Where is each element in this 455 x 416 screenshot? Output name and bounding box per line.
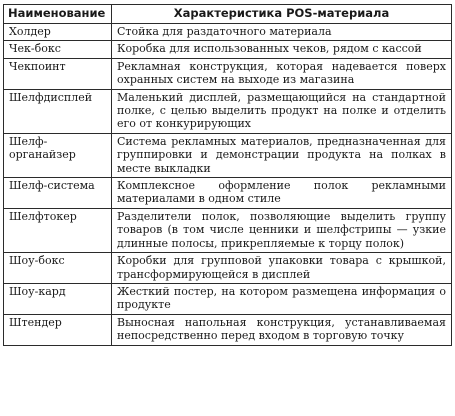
row-name: Холдер: [4, 24, 112, 41]
table-row: [4, 283, 452, 314]
row-name: Шоу-бокс: [4, 253, 112, 284]
table-row: [4, 208, 452, 252]
row-name: Чек-бокс: [4, 41, 112, 58]
table-row: [4, 253, 452, 284]
row-description: Разделители полок, позволяющие выделить группу товаров (в том числе ценники и шелфстрипы — узкие длинные полосы, прикрепляемые к торцу полок): [112, 208, 452, 252]
row-name: Шелфдисплей: [4, 89, 112, 133]
column-header-name: Наименование: [4, 5, 112, 24]
table-row: [4, 133, 452, 177]
row-description: Комплексное оформление полок рекламными материалами в одном стиле: [112, 178, 452, 209]
table-row: [4, 314, 452, 345]
table-row: [4, 89, 452, 133]
table-row: [4, 58, 452, 89]
row-description: Стойка для раздаточного материала: [112, 24, 452, 41]
row-description: Маленький дисплей, размещающийся на стандартной полке, с целью выделить продукт на полке и отделить его от конкурирующих: [112, 89, 452, 133]
row-description: Система рекламных материалов, предназначенная для группировки и демонстрации продукта на полках в месте выкладки: [112, 133, 452, 177]
row-name: Шелфтокер: [4, 208, 112, 252]
row-description: Жесткий постер, на котором размещена информация о продукте: [112, 283, 452, 314]
table-row: [4, 24, 452, 41]
row-name: Шелф- органайзер: [4, 133, 112, 177]
row-name: Шелф-система: [4, 178, 112, 209]
row-description: Выносная напольная конструкция, устанавливаемая непосредственно перед входом в торговую точку: [112, 314, 452, 345]
table-row: [4, 41, 452, 58]
table-row: [4, 178, 452, 209]
row-description: Коробка для использованных чеков, рядом с кассой: [112, 41, 452, 58]
row-description: Коробки для групповой упаковки товара с крышкой, трансформирующейся в дисплей: [112, 253, 452, 284]
row-name: Чекпоинт: [4, 58, 112, 89]
row-name: Штендер: [4, 314, 112, 345]
pos-materials-table: [3, 4, 452, 346]
row-description: Рекламная конструкция, которая надевается поверх охранных систем на выходе из магазина: [112, 58, 452, 89]
column-header-characteristic: Характеристика POS-материала: [112, 5, 452, 24]
row-name: Шоу-кард: [4, 283, 112, 314]
table-header-row: [4, 5, 452, 24]
